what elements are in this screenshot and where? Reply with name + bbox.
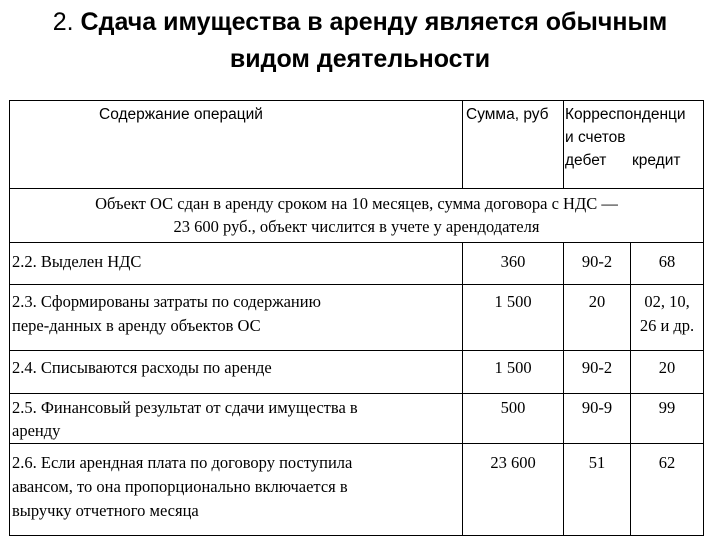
operations-table xyxy=(9,100,704,536)
row-2-2-credit: 68 xyxy=(658,252,676,271)
header-correspondence-line2: и счетов xyxy=(565,129,626,146)
table-border-top xyxy=(9,100,704,101)
row-2-3-amount: 1 500 xyxy=(494,292,532,311)
row-2-4-credit: 20 xyxy=(658,358,676,377)
header-credit: кредит xyxy=(632,152,681,169)
row-2-3-credit-line1: 02, 10, xyxy=(644,292,690,311)
row-2-5-text-line1: 2.5. Финансовый результат от сдачи имущества в xyxy=(12,398,358,417)
note-line1: Объект ОС сдан в аренду сроком на 10 месяцев, сумма договора с НДС — xyxy=(95,194,618,213)
row-2-6-debit: 51 xyxy=(588,453,606,472)
col-divider xyxy=(563,100,564,189)
row-2-4-amount: 1 500 xyxy=(494,358,532,377)
row-2-2-debit: 90-2 xyxy=(581,252,613,271)
row-2-3-text-line1: 2.3. Сформированы затраты по содержанию xyxy=(12,292,321,311)
row-divider xyxy=(9,350,704,351)
row-2-3-debit: 20 xyxy=(588,292,606,311)
row-divider xyxy=(9,284,704,285)
row-2-5-debit: 90-9 xyxy=(581,398,613,417)
header-debit: дебет xyxy=(565,152,607,169)
row-2-2-amount: 360 xyxy=(500,252,526,271)
row-2-3-credit-line2: 26 и др. xyxy=(639,316,695,335)
row-2-6-amount: 23 600 xyxy=(490,453,536,472)
table-border-left xyxy=(9,100,10,536)
header-operations: Содержание операций xyxy=(99,106,263,123)
header-divider xyxy=(9,188,704,189)
row-2-4-debit: 90-2 xyxy=(581,358,613,377)
row-2-5-amount: 500 xyxy=(500,398,526,417)
note-line2: 23 600 руб., объект числится в учете у арендодателя xyxy=(173,217,540,236)
row-2-5-credit: 99 xyxy=(658,398,676,417)
row-2-6-text-line1: 2.6. Если арендная плата по договору поступила xyxy=(12,453,353,472)
table-border-right xyxy=(703,100,704,536)
col-divider xyxy=(462,242,463,536)
row-2-6-text-line3: выручку отчетного месяца xyxy=(12,501,199,520)
row-2-3-text-line2: пере-данных в аренду объектов ОС xyxy=(12,316,261,335)
header-amount: Сумма, руб xyxy=(466,106,549,123)
row-2-5-text-line2: аренду xyxy=(12,421,61,440)
title-line-2: видом деятельности xyxy=(229,45,491,73)
col-divider xyxy=(563,242,564,536)
page-title xyxy=(0,4,720,78)
col-divider xyxy=(462,100,463,189)
note-divider xyxy=(9,242,704,243)
row-2-6-text-line2: авансом, то она пропорционально включается в xyxy=(12,477,348,496)
row-divider xyxy=(9,443,704,444)
row-2-6-credit: 62 xyxy=(658,453,676,472)
row-2-2-text: 2.2. Выделен НДС xyxy=(12,252,142,271)
table-border-bottom xyxy=(9,535,704,536)
col-divider xyxy=(630,242,631,536)
title-line-1: Сдача имущества в аренду является обычным xyxy=(80,8,668,36)
row-divider xyxy=(9,393,704,394)
header-correspondence-line1: Корреспонденци xyxy=(565,106,686,123)
row-2-4-text: 2.4. Списываются расходы по аренде xyxy=(12,358,272,377)
title-number: 2. xyxy=(52,8,74,36)
